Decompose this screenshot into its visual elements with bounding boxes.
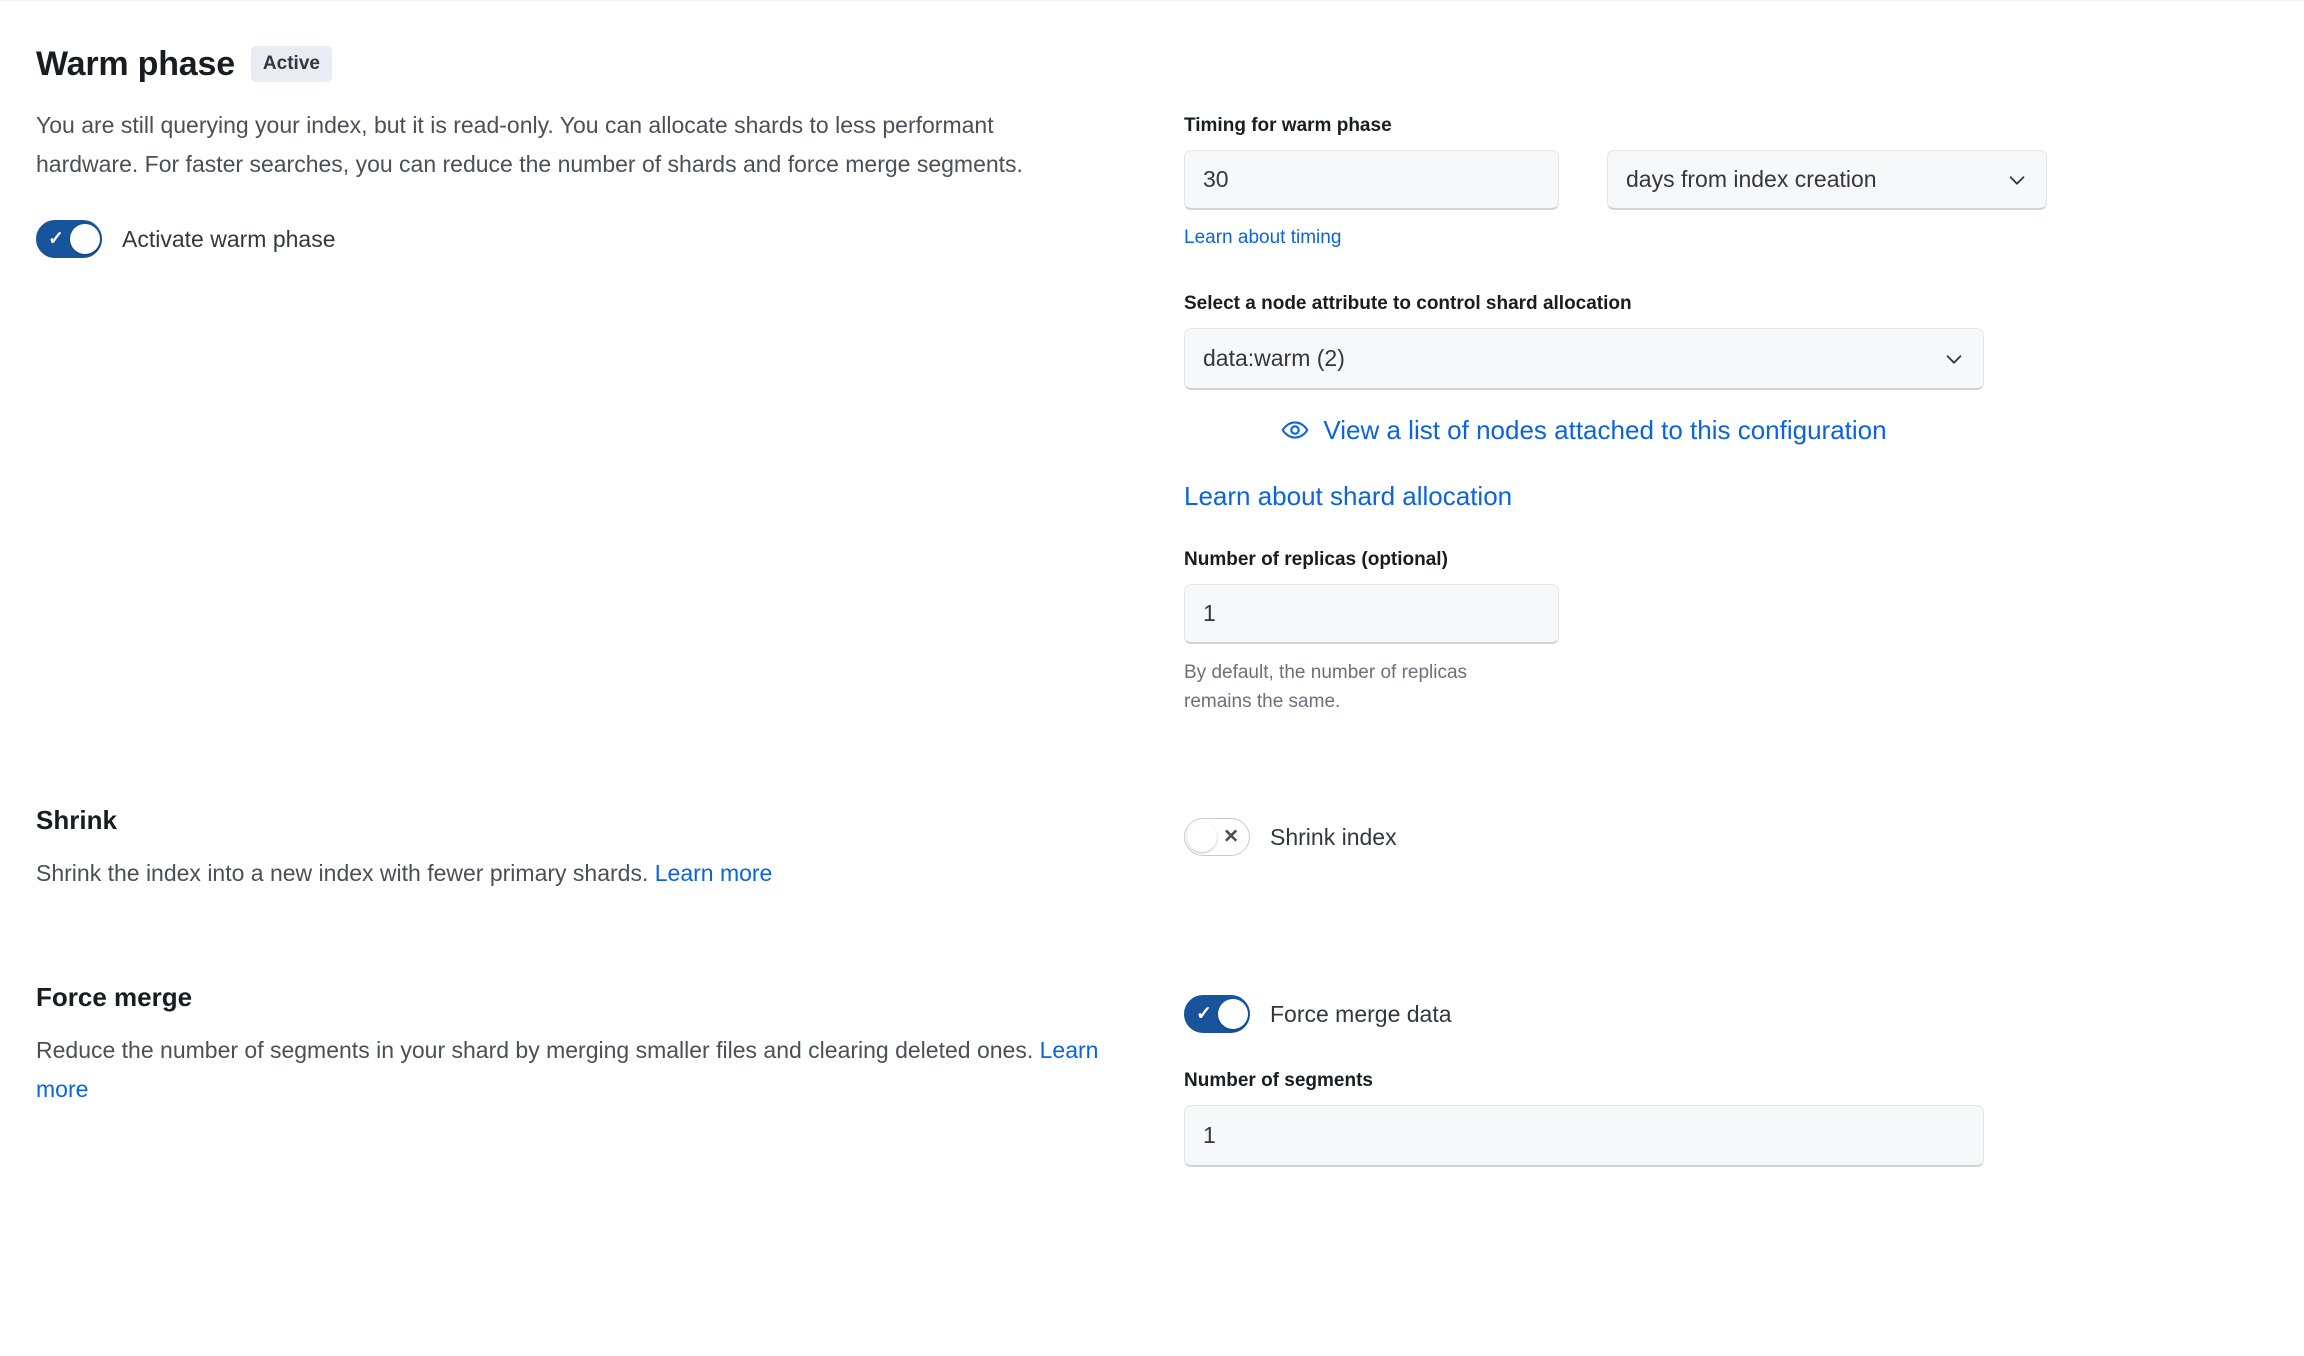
segments-label: Number of segments xyxy=(1184,1070,1373,1091)
top-divider xyxy=(0,0,2304,1)
toggle-knob xyxy=(70,224,100,254)
check-icon: ✓ xyxy=(48,228,64,250)
force-merge-right-column xyxy=(1140,981,2304,1167)
shrink-description-text: Shrink the index into a new index with fewer primary shards. xyxy=(36,860,655,886)
timing-value-wrapper xyxy=(1184,150,1559,210)
shrink-index-toggle[interactable] xyxy=(1184,818,1250,856)
force-merge-description xyxy=(36,1031,1100,1109)
shrink-row xyxy=(0,804,2304,893)
eye-icon xyxy=(1281,416,1309,444)
replicas-input[interactable]: 1 xyxy=(1184,584,1559,644)
replicas-help-text: By default, the number of replicas remains the same. xyxy=(1184,662,1468,712)
replicas-label: Number of replicas (optional) xyxy=(1184,549,1448,570)
node-attribute-select[interactable] xyxy=(1184,328,1984,390)
view-nodes-row[interactable] xyxy=(1184,414,1984,446)
timing-learn-link-wrapper xyxy=(1184,226,2304,250)
replicas-field-group xyxy=(1184,548,2304,716)
timing-value-input[interactable]: 30 xyxy=(1184,150,1559,210)
shrink-title: Shrink xyxy=(36,805,117,835)
segments-input[interactable]: 1 xyxy=(1184,1105,1984,1167)
learn-about-shard-allocation-link[interactable]: Learn about shard allocation xyxy=(1184,481,1513,511)
warm-phase-heading-group xyxy=(36,44,1100,84)
timing-field-group xyxy=(1184,114,2304,250)
chevron-down-icon xyxy=(1943,348,1965,370)
toggle-knob xyxy=(1218,999,1248,1029)
activate-warm-phase-toggle[interactable] xyxy=(36,220,102,258)
force-merge-row xyxy=(0,981,2304,1167)
node-attribute-label: Select a node attribute to control shard allocation xyxy=(1184,293,1632,314)
node-attribute-value: data:warm (2) xyxy=(1203,345,1345,371)
shrink-index-label: Shrink index xyxy=(1270,824,1397,850)
check-icon: ✓ xyxy=(1196,1003,1212,1025)
shrink-learn-more-link[interactable]: Learn more xyxy=(654,860,773,886)
activate-warm-phase-row xyxy=(36,220,1100,258)
status-badge: Active xyxy=(251,46,332,82)
timing-label: Timing for warm phase xyxy=(1184,115,1392,136)
force-merge-learn-more-link[interactable]: Learn more xyxy=(36,1037,1099,1102)
timing-unit-value: days from index creation xyxy=(1626,166,1877,192)
warm-phase-description: You are still querying your index, but it is read-only. You can allocate shards to less performant hardware. For faster searches, you can reduce the number of shards and force merge segments. xyxy=(36,112,1023,177)
shrink-left-column xyxy=(0,804,1140,893)
timing-unit-wrapper xyxy=(1607,150,2047,210)
toggle-knob xyxy=(1187,822,1217,852)
force-merge-toggle-row xyxy=(1184,995,2304,1033)
cross-icon: ✕ xyxy=(1223,826,1239,848)
segments-field-group xyxy=(1184,1069,2304,1167)
force-merge-description-text: Reduce the number of segments in your shard by merging smaller files and clearing deleted ones. xyxy=(36,1037,1040,1063)
force-merge-data-label: Force merge data xyxy=(1270,1001,1452,1027)
view-nodes-link[interactable]: View a list of nodes attached to this configuration xyxy=(1323,415,1887,445)
timing-controls xyxy=(1184,150,2304,210)
timing-unit-select[interactable] xyxy=(1607,150,2047,210)
force-merge-left-column xyxy=(0,981,1140,1167)
warm-phase-right-column xyxy=(1140,0,2304,716)
shrink-description xyxy=(36,854,1100,893)
learn-about-timing-link[interactable]: Learn about timing xyxy=(1184,227,1342,248)
shrink-toggle-row xyxy=(1184,818,2304,856)
shrink-right-column xyxy=(1140,804,2304,893)
force-merge-data-toggle[interactable] xyxy=(1184,995,1250,1033)
shard-allocation-learn-wrapper xyxy=(1184,480,2304,512)
allocation-field-group xyxy=(1184,292,2304,512)
chevron-down-icon xyxy=(2006,169,2028,191)
warm-phase-left-column xyxy=(0,0,1140,716)
page-title: Warm phase xyxy=(36,45,235,83)
activate-warm-phase-label: Activate warm phase xyxy=(122,226,336,252)
force-merge-title: Force merge xyxy=(36,982,193,1012)
